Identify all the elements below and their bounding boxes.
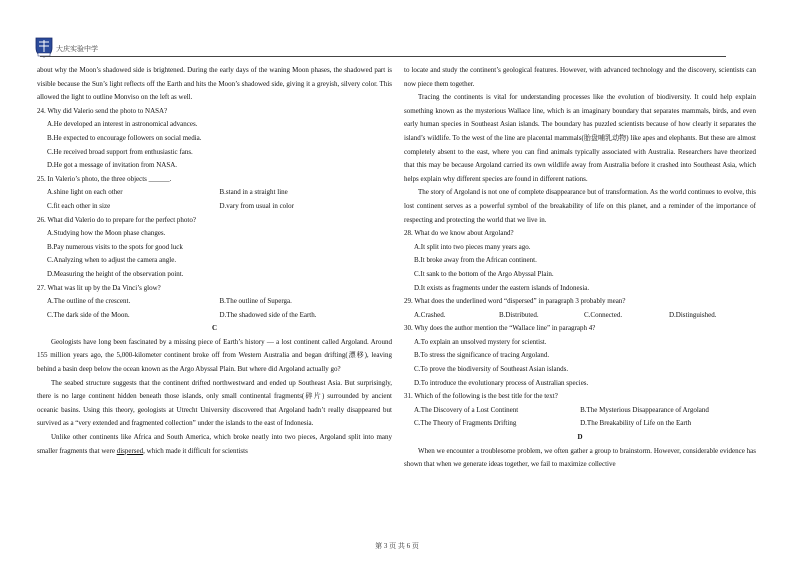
paragraph: about why the Moon’s shadowed side is brightened. During the early days of the waning Moon phases, the shadowed part is visible because the Sun’s light reflects off the Earth and hits the Moon’s shadowed side, giving it a greyish, silvery color. This allowed the light to outline Monviso on the left as well. bbox=[37, 66, 392, 102]
option: A.It split into two pieces many years ago. bbox=[414, 242, 531, 251]
question-24: 24. Why did Valerio send the photo to NASA? bbox=[37, 106, 168, 115]
options-row bbox=[37, 200, 392, 214]
question-25: 25. In Valerio’s photo, the three objects ______. bbox=[37, 174, 172, 183]
option: C.The dark side of the Moon. bbox=[47, 310, 130, 319]
option: D.To introduce the evolutionary process of Australian species. bbox=[414, 378, 589, 387]
option: B.He expected to encourage followers on social media. bbox=[47, 133, 202, 142]
option: B.stand in a straight line bbox=[219, 188, 288, 197]
option: D.Measuring the height of the observation point. bbox=[47, 269, 184, 278]
option: C.He received broad support from enthusiastic fans. bbox=[47, 147, 193, 156]
option: B.The outline of Superga. bbox=[219, 297, 292, 306]
question-29: 29. What does the underlined word “dispersed” in paragraph 3 probably mean? bbox=[404, 297, 626, 306]
paragraph: to locate and study the continent’s geological features. However, with advanced technology and the discovery, scientists can now piece them together. bbox=[404, 66, 756, 88]
paragraph: When we encounter a troublesome problem, we often gather a group to brainstorm. However, considerable evidence has shown that when we generate ideas together, we fail to maximize collective bbox=[404, 446, 756, 469]
options-row bbox=[404, 309, 756, 323]
section-heading-c: C bbox=[211, 324, 218, 333]
option: B.Pay numerous visits to the spots for good luck bbox=[47, 242, 183, 251]
question-28: 28. What do we know about Argoland? bbox=[404, 229, 514, 238]
question-30: 30. Why does the author mention the “Wallace line” in paragraph 4? bbox=[404, 324, 596, 333]
page-header bbox=[34, 36, 734, 58]
underlined-word: dispersed bbox=[116, 446, 144, 455]
option: D.The shadowed side of the Earth. bbox=[219, 310, 317, 319]
option: B.Distributed. bbox=[499, 310, 539, 319]
section-heading-d: D bbox=[577, 433, 583, 442]
option: A.Studying how the Moon phase changes. bbox=[47, 229, 166, 238]
option: A.The outline of the crescent. bbox=[47, 297, 131, 306]
option: C.It sank to the bottom of the Argo Abyssal Plain. bbox=[414, 269, 554, 278]
option: A.To explain an unsolved mystery for scientist. bbox=[414, 337, 547, 346]
option: C.Connected. bbox=[584, 310, 623, 319]
options-row bbox=[37, 295, 392, 309]
option: A.The Discovery of a Lost Continent bbox=[414, 405, 519, 414]
paragraph bbox=[37, 431, 392, 458]
option: C.The Theory of Fragments Drifting bbox=[414, 419, 517, 428]
option: B.To stress the significance of tracing Argoland. bbox=[414, 351, 550, 360]
right-column bbox=[404, 64, 756, 472]
paragraph: Tracing the continents is vital for understanding processes like the evolution of biodiversity. It could help explain something known as the mysterious Wallace line, which is an imaginary boundary that separates mammals, birds, and even early human species in Southeast Asian islands. The boundary has puzzled scientists because of how clearly it separates the island’s wildlife. To the west of the line are placental mammals(胎盘哺乳动物) like apes and elephants. But these are almost completely absent to the east, where you can find animals typically associated with Australia. Researchers have theorized that this may be because Argoland carried its own wildlife away from Australia before it crashed into Southeast Asia, which helps explain why different species are found in different nations. bbox=[404, 93, 756, 183]
question-26: 26. What did Valerio do to prepare for the perfect photo? bbox=[37, 215, 196, 224]
option: C.To prove the biodiversity of Southeast Asian islands. bbox=[414, 365, 569, 374]
question-31: 31. Which of the following is the best title for the text? bbox=[404, 392, 558, 401]
option: D.He got a message of invitation from NASA. bbox=[47, 161, 178, 170]
header-rule bbox=[40, 56, 726, 57]
text: Unlike other continents like Africa and South America, which broke neatly into two pieces, Argoland split into many smaller fragments that were bbox=[37, 433, 392, 455]
question-27: 27. What was lit up by the Da Vinci’s glow? bbox=[37, 283, 161, 292]
option: B.It broke away from the African continent. bbox=[414, 256, 537, 265]
page-number: 第 3 页 共 6 页 bbox=[375, 542, 419, 550]
options-row bbox=[37, 186, 392, 200]
option: A.shine light on each other bbox=[47, 188, 123, 197]
school-name: 大庆实验中学 bbox=[56, 45, 98, 53]
option: D.vary from usual in color bbox=[219, 201, 294, 210]
option: A.He developed an interest in astronomical advances. bbox=[47, 120, 198, 129]
school-crest-icon bbox=[34, 36, 54, 58]
paragraph: The seabed structure suggests that the continent drifted northwestward and ended up Southeast Asia. But surprisingly, there is no large continent hidden beneath those islands, only small continental fragments(碎片) surrounded by ancient oceanic basins. Using this theory, geologists at Utrecht University discovered that Argoland hadn’t really disappeared but survived as a “very extended and fragmented collection” under the islands to the east of Indonesia. bbox=[37, 378, 392, 428]
option: D.It exists as fragments under the eastern islands of Indonesia. bbox=[414, 283, 590, 292]
option: D.Distinguished. bbox=[669, 310, 717, 319]
option: C.fit each other in size bbox=[47, 201, 111, 210]
option: B.The Mysterious Disappearance of Argoland bbox=[580, 405, 709, 414]
text: , which made it difficult for scientists bbox=[143, 446, 248, 455]
options-row bbox=[37, 309, 392, 323]
paragraph: The story of Argoland is not one of complete disappearance but of transformation. As the world continues to evolve, this lost continent serves as a powerful symbol of the breakability of life on this planet, and a reminder of the importance of respecting and protecting the world that we live in. bbox=[404, 188, 756, 224]
options-row bbox=[404, 404, 756, 418]
option: A.Crashed. bbox=[414, 310, 446, 319]
paragraph: Geologists have long been fascinated by a missing piece of Earth’s history — a lost continent called Argoland. Around 155 million years ago, the 5,000-kilometer continent broke off from Western Australia and began drifting(漂移), leaving behind a basin deep below the ocean known as the Argo Abyssal Plain. But where did Argoland actually go? bbox=[37, 337, 392, 374]
options-row bbox=[404, 417, 756, 431]
option: D.The Breakability of Life on the Earth bbox=[580, 419, 692, 428]
left-column bbox=[37, 64, 392, 458]
option: C.Analyzing when to adjust the camera angle. bbox=[47, 256, 177, 265]
